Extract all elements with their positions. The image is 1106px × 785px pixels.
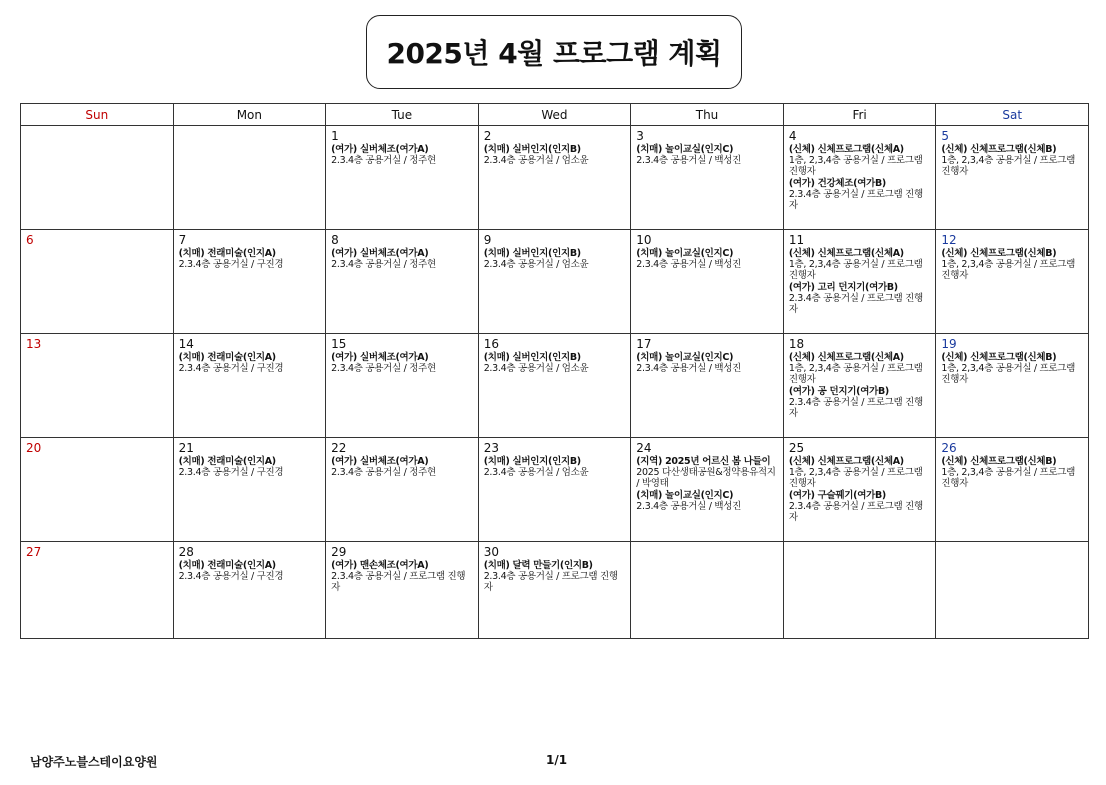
footer-page-number: 1/1 bbox=[546, 753, 568, 767]
event-title: (여가) 건강체조(여가B) bbox=[788, 178, 886, 189]
calendar-week-row bbox=[21, 542, 1089, 639]
calendar-day-cell bbox=[783, 542, 936, 639]
day-number: 7 bbox=[178, 233, 187, 247]
calendar-day-cell bbox=[478, 230, 631, 334]
day-number: 21 bbox=[178, 441, 194, 455]
event-detail: 2.3.4층 공용거실 / 엄소윤 bbox=[483, 467, 589, 478]
event-title: (여가) 실버체조(여가A) bbox=[331, 456, 429, 467]
event-detail: 1층, 2,3,4층 공용거실 / 프로그램 진행자 bbox=[788, 363, 923, 385]
event-detail: 2.3.4층 공용거실 / 엄소윤 bbox=[483, 155, 589, 166]
event-title: (여가) 실버체조(여가A) bbox=[331, 352, 429, 363]
day-number: 28 bbox=[178, 545, 194, 559]
day-number: 16 bbox=[483, 337, 499, 351]
day-number: 25 bbox=[788, 441, 805, 455]
calendar-day-cell bbox=[21, 230, 174, 334]
calendar-week-row bbox=[21, 438, 1089, 542]
calendar-week-row bbox=[21, 334, 1089, 438]
event-title: (치매) 전래미술(인지A) bbox=[178, 560, 276, 571]
event-title: (신체) 신체프로그램(신체A) bbox=[788, 352, 904, 363]
calendar-day-cell bbox=[631, 334, 784, 438]
calendar-day-cell bbox=[631, 126, 784, 230]
day-number: 11 bbox=[788, 233, 805, 247]
event-detail: 1층, 2,3,4층 공용거실 / 프로그램 진행자 bbox=[941, 467, 1076, 489]
weekday-header-sun: Sun bbox=[21, 104, 174, 126]
event-title: (치매) 놀이교실(인지C) bbox=[636, 490, 734, 501]
calendar-body bbox=[21, 126, 1089, 639]
day-number bbox=[941, 545, 1084, 559]
calendar-day-cell bbox=[326, 334, 479, 438]
event-title: (신체) 신체프로그램(신체B) bbox=[941, 456, 1057, 467]
day-number: 17 bbox=[636, 337, 652, 351]
day-number: 22 bbox=[331, 441, 347, 455]
event-detail: 2.3.4층 공용거실 / 엄소윤 bbox=[483, 363, 589, 374]
calendar-week-row bbox=[21, 230, 1089, 334]
calendar-day-cell bbox=[936, 126, 1089, 230]
event-detail: 2.3.4층 공용거실 / 백성진 bbox=[636, 155, 741, 166]
calendar-day-cell bbox=[936, 542, 1089, 639]
calendar-day-cell bbox=[631, 438, 784, 542]
event-title: (치매) 전래미술(인지A) bbox=[178, 248, 276, 259]
event-title: (치매) 놀이교실(인지C) bbox=[636, 352, 734, 363]
calendar-day-cell bbox=[936, 334, 1089, 438]
day-number: 30 bbox=[483, 545, 499, 559]
event-detail: 2025 다산생태공원&정약용유적지 / 박영태 bbox=[636, 467, 776, 489]
page-title: 2025년 4월 프로그램 계획 bbox=[366, 15, 742, 89]
event-title: (신체) 신체프로그램(신체A) bbox=[788, 248, 904, 259]
weekday-header-row bbox=[21, 104, 1089, 126]
calendar-day-cell bbox=[326, 438, 479, 542]
calendar-day-cell bbox=[631, 230, 784, 334]
weekday-header-fri: Fri bbox=[783, 104, 936, 126]
event-detail: 2.3.4층 공용거실 / 정주현 bbox=[331, 363, 436, 374]
event-detail: 1층, 2,3,4층 공용거실 / 프로그램 진행자 bbox=[788, 259, 923, 281]
event-title: (여가) 구슬꿰기(여가B) bbox=[788, 490, 886, 501]
weekday-header-sat: Sat bbox=[936, 104, 1089, 126]
event-title: (치매) 실버인지(인지B) bbox=[483, 352, 581, 363]
weekday-header-thu: Thu bbox=[631, 104, 784, 126]
calendar-day-cell bbox=[478, 334, 631, 438]
day-number: 13 bbox=[26, 337, 42, 351]
calendar-day-cell bbox=[21, 438, 174, 542]
event-detail: 2.3.4층 공용거실 / 프로그램 진행자 bbox=[788, 397, 923, 419]
event-title: (치매) 실버인지(인지B) bbox=[483, 248, 581, 259]
calendar-day-cell bbox=[173, 126, 326, 230]
day-number: 8 bbox=[331, 233, 339, 247]
day-number: 27 bbox=[26, 545, 42, 559]
event-detail: 2.3.4층 공용거실 / 프로그램 진행자 bbox=[331, 571, 466, 593]
event-detail: 2.3.4층 공용거실 / 백성진 bbox=[636, 501, 741, 512]
event-detail: 2.3.4층 공용거실 / 백성진 bbox=[636, 259, 741, 270]
event-detail: 1층, 2,3,4층 공용거실 / 프로그램 진행자 bbox=[941, 259, 1076, 281]
event-title: (여가) 고리 던지기(여가B) bbox=[788, 282, 898, 293]
calendar-day-cell bbox=[631, 542, 784, 639]
calendar-week-row bbox=[21, 126, 1089, 230]
event-title: (치매) 놀이교실(인지C) bbox=[636, 248, 734, 259]
calendar-day-cell bbox=[326, 126, 479, 230]
calendar-day-cell bbox=[173, 334, 326, 438]
event-title: (여가) 맨손체조(여가A) bbox=[331, 560, 429, 571]
day-number bbox=[636, 545, 779, 559]
event-title: (여가) 실버체조(여가A) bbox=[331, 248, 429, 259]
calendar-day-cell bbox=[936, 230, 1089, 334]
event-detail: 2.3.4층 공용거실 / 프로그램 진행자 bbox=[788, 501, 923, 523]
event-detail: 1층, 2,3,4층 공용거실 / 프로그램 진행자 bbox=[788, 155, 923, 177]
day-number: 24 bbox=[636, 441, 652, 455]
day-number: 20 bbox=[26, 441, 42, 455]
calendar-day-cell bbox=[478, 438, 631, 542]
event-detail: 2.3.4층 공용거실 / 구진경 bbox=[178, 571, 284, 582]
day-number: 9 bbox=[483, 233, 492, 247]
day-number: 6 bbox=[26, 233, 34, 247]
event-detail: 1층, 2,3,4층 공용거실 / 프로그램 진행자 bbox=[788, 467, 923, 489]
day-number: 23 bbox=[483, 441, 499, 455]
event-detail: 1층, 2,3,4층 공용거실 / 프로그램 진행자 bbox=[941, 363, 1076, 385]
day-number bbox=[789, 545, 932, 559]
calendar-day-cell bbox=[478, 126, 631, 230]
event-title: (치매) 실버인지(인지B) bbox=[483, 144, 581, 155]
calendar-table bbox=[20, 103, 1089, 639]
day-number: 18 bbox=[788, 337, 805, 351]
calendar-day-cell bbox=[21, 126, 174, 230]
day-number: 3 bbox=[636, 129, 644, 143]
calendar-day-cell bbox=[783, 230, 936, 334]
event-title: (신체) 신체프로그램(신체A) bbox=[788, 144, 904, 155]
event-detail: 2.3.4층 공용거실 / 프로그램 진행자 bbox=[788, 189, 923, 211]
calendar-day-cell bbox=[783, 438, 936, 542]
calendar-day-cell bbox=[21, 542, 174, 639]
footer-organization: 남양주노블스테이요양원 bbox=[30, 755, 158, 769]
event-detail: 2.3.4층 공용거실 / 백성진 bbox=[636, 363, 741, 374]
event-title: (치매) 전래미술(인지A) bbox=[178, 352, 276, 363]
weekday-header-mon: Mon bbox=[173, 104, 326, 126]
calendar-day-cell bbox=[173, 542, 326, 639]
day-number: 2 bbox=[483, 129, 492, 143]
event-title: (신체) 신체프로그램(신체B) bbox=[941, 144, 1057, 155]
calendar-day-cell bbox=[21, 334, 174, 438]
event-detail: 2.3.4층 공용거실 / 구진경 bbox=[178, 259, 284, 270]
weekday-header-tue: Tue bbox=[326, 104, 479, 126]
event-title: (치매) 달력 만들기(인지B) bbox=[483, 560, 593, 571]
calendar-day-cell bbox=[783, 334, 936, 438]
day-number: 26 bbox=[941, 441, 957, 455]
event-title: (치매) 놀이교실(인지C) bbox=[636, 144, 734, 155]
event-title: (치매) 실버인지(인지B) bbox=[483, 456, 581, 467]
event-detail: 2.3.4층 공용거실 / 엄소윤 bbox=[483, 259, 589, 270]
event-detail: 2.3.4층 공용거실 / 구진경 bbox=[178, 363, 284, 374]
event-detail: 2.3.4층 공용거실 / 프로그램 진행자 bbox=[788, 293, 923, 315]
event-title: (신체) 신체프로그램(신체A) bbox=[788, 456, 904, 467]
event-title: (여가) 실버체조(여가A) bbox=[331, 144, 429, 155]
calendar-day-cell bbox=[478, 542, 631, 639]
calendar-day-cell bbox=[326, 230, 479, 334]
calendar-day-cell bbox=[173, 438, 326, 542]
calendar-day-cell bbox=[173, 230, 326, 334]
event-detail: 2.3.4층 공용거실 / 정주현 bbox=[331, 259, 436, 270]
day-number: 12 bbox=[941, 233, 957, 247]
day-number: 15 bbox=[331, 337, 347, 351]
calendar-day-cell bbox=[783, 126, 936, 230]
calendar-day-cell bbox=[936, 438, 1089, 542]
day-number: 5 bbox=[941, 129, 950, 143]
event-title: (신체) 신체프로그램(신체B) bbox=[941, 248, 1057, 259]
event-detail: 2.3.4층 공용거실 / 프로그램 진행자 bbox=[483, 571, 618, 593]
day-number: 4 bbox=[788, 129, 797, 143]
event-detail: 2.3.4층 공용거실 / 구진경 bbox=[178, 467, 284, 478]
event-title: (여가) 공 던지기(여가B) bbox=[788, 386, 889, 397]
day-number bbox=[26, 129, 169, 143]
calendar-day-cell bbox=[326, 542, 479, 639]
event-title: (치매) 전래미술(인지A) bbox=[178, 456, 276, 467]
event-title: (지역) 2025년 어르신 봄 나들이 bbox=[636, 456, 771, 467]
event-detail: 2.3.4층 공용거실 / 정주현 bbox=[331, 467, 436, 478]
day-number: 19 bbox=[941, 337, 957, 351]
day-number bbox=[179, 129, 322, 143]
event-detail: 2.3.4층 공용거실 / 정주현 bbox=[331, 155, 436, 166]
day-number: 14 bbox=[178, 337, 194, 351]
weekday-header-wed: Wed bbox=[478, 104, 631, 126]
event-detail: 1층, 2,3,4층 공용거실 / 프로그램 진행자 bbox=[941, 155, 1076, 177]
event-title: (신체) 신체프로그램(신체B) bbox=[941, 352, 1057, 363]
day-number: 10 bbox=[636, 233, 652, 247]
day-number: 1 bbox=[331, 129, 339, 143]
day-number: 29 bbox=[331, 545, 347, 559]
